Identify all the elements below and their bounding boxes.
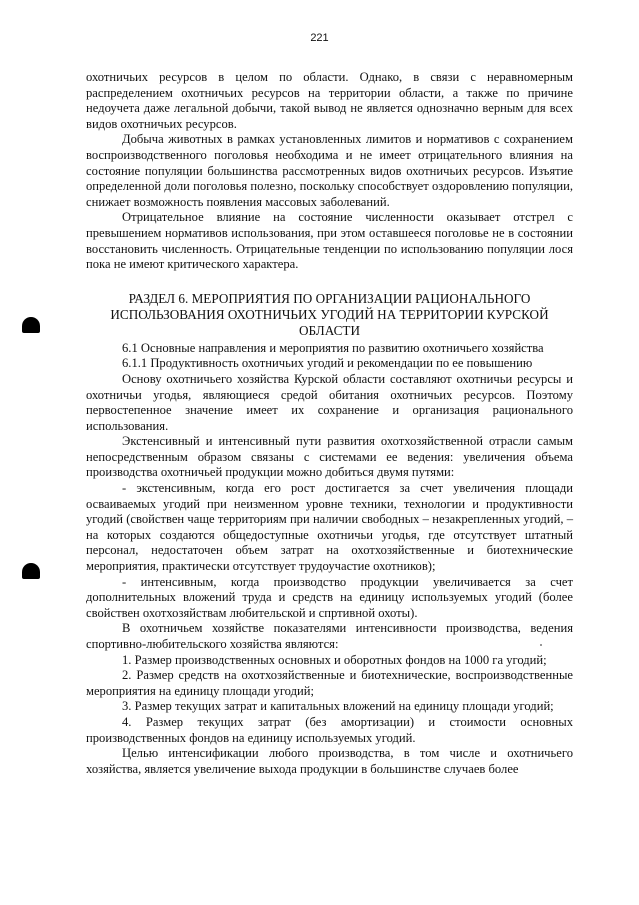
paragraph: - интенсивным, когда производство продукции увеличивается за счет дополнительных вложений труда и средств на единицу используемых угодий (более свойствен охотхозяйствам любительской и спртивной охоты). [86, 574, 573, 620]
paragraph: Целью интенсификации любого производства, в том числе и охотничьего хозяйства, является увеличение выхода продукции в большинстве случаев более [86, 746, 573, 776]
paragraph: - экстенсивным, когда его рост достигается за счет увеличения площади осваиваемых угодий при неизменном уровне техники, технологии и продуктивности угодий (свойствен чаще территориям при наличии свободных – незакрепленных угодий, – на которых создаются общедоступные охотничьи угодья, где отсутствует штатный персонал, недостаточен объем затрат на охотхозяйственные и биотехнические мероприятия, практически отсутствует трудоучастие охотников); [86, 481, 573, 574]
section-heading-line: РАЗДЕЛ 6. МЕРОПРИЯТИЯ ПО ОРГАНИЗАЦИИ РАЦИОНАЛЬНОГО [128, 290, 531, 306]
list-item: 1. Размер производственных основных и оборотных фондов на 1000 га угодий; [122, 652, 547, 667]
subsection-title: 6.1.1 Продуктивность охотничьих угодий и рекомендации по ее повышению [122, 356, 533, 371]
paragraph: Добыча животных в рамках установленных лимитов и нормативов с сохранением воспроизводственного поголовья необходима и не имеет отрицательного влияния на состояние популяции большинства рассмотренных видов охотничьих ресурсов. Изъятие определенной доли поголовья полезно, поскольку способствует оздоровлению популяции, снижает возможность появления массовых заболеваний. [86, 132, 573, 209]
paragraph: Экстенсивный и интенсивный пути развития охотхозяйственной отрасли самым непосредственным образом связаны с системами ее ведения: увеличения объема производства охотничьей продукции можно добиться двумя путями: [86, 434, 573, 480]
subsection-title: 6.1 Основные направления и мероприятия по развитию охотничьего хозяйства [122, 340, 544, 355]
binder-hole-mark [22, 317, 40, 333]
list-item: 4. Размер текущих затрат (без амортизации) и стоимости основных производственных фондов на единицу используемых угодий. [86, 714, 573, 745]
section-heading [86, 291, 573, 339]
paragraph: Отрицательное влияние на состояние численности оказывает отстрел с превышением нормативов использования, при этом оставшееся поголовье не в состоянии восстановить численность. Отрицательные тенденции по использованию популяции лося пока не имеют критического характера. [86, 210, 573, 272]
list-item: 2. Размер средств на охотхозяйственные и биотехнические, воспроизводственные мероприятия на единицу площади угодий; [86, 668, 573, 698]
paragraph: Основу охотничьего хозяйства Курской области составляют охотничьи ресурсы и охотничьи угодья, являющиеся средой обитания охотничьих ресурсов. Поэтому первостепенное значение имеет их сохранение и организация рационального использования. [86, 371, 573, 433]
paragraph: охотничьих ресурсов в целом по области. Однако, в связи с неравномерным распределением охотничьих ресурсов на территории области, а также по причине недоучета даже легальной добычи, такой вывод не является однозначно верным для всех видов охотничьих ресурсов. [86, 70, 573, 131]
section-heading-line: ОБЛАСТИ [299, 322, 360, 338]
page-number: 221 [310, 32, 329, 44]
section-heading-line: ИСПОЛЬЗОВАНИЯ ОХОТНИЧЬИХ УГОДИЙ НА ТЕРРИТОРИИ КУРСКОЙ [110, 306, 549, 322]
paragraph: В охотничьем хозяйстве показателями интенсивности производства, ведения спортивно-любительского хозяйства являются: [86, 621, 573, 651]
page-body [86, 70, 573, 777]
list-item: 3. Размер текущих затрат и капитальных вложений на единицу площади угодий; [122, 699, 554, 714]
binder-hole-mark [22, 563, 40, 579]
